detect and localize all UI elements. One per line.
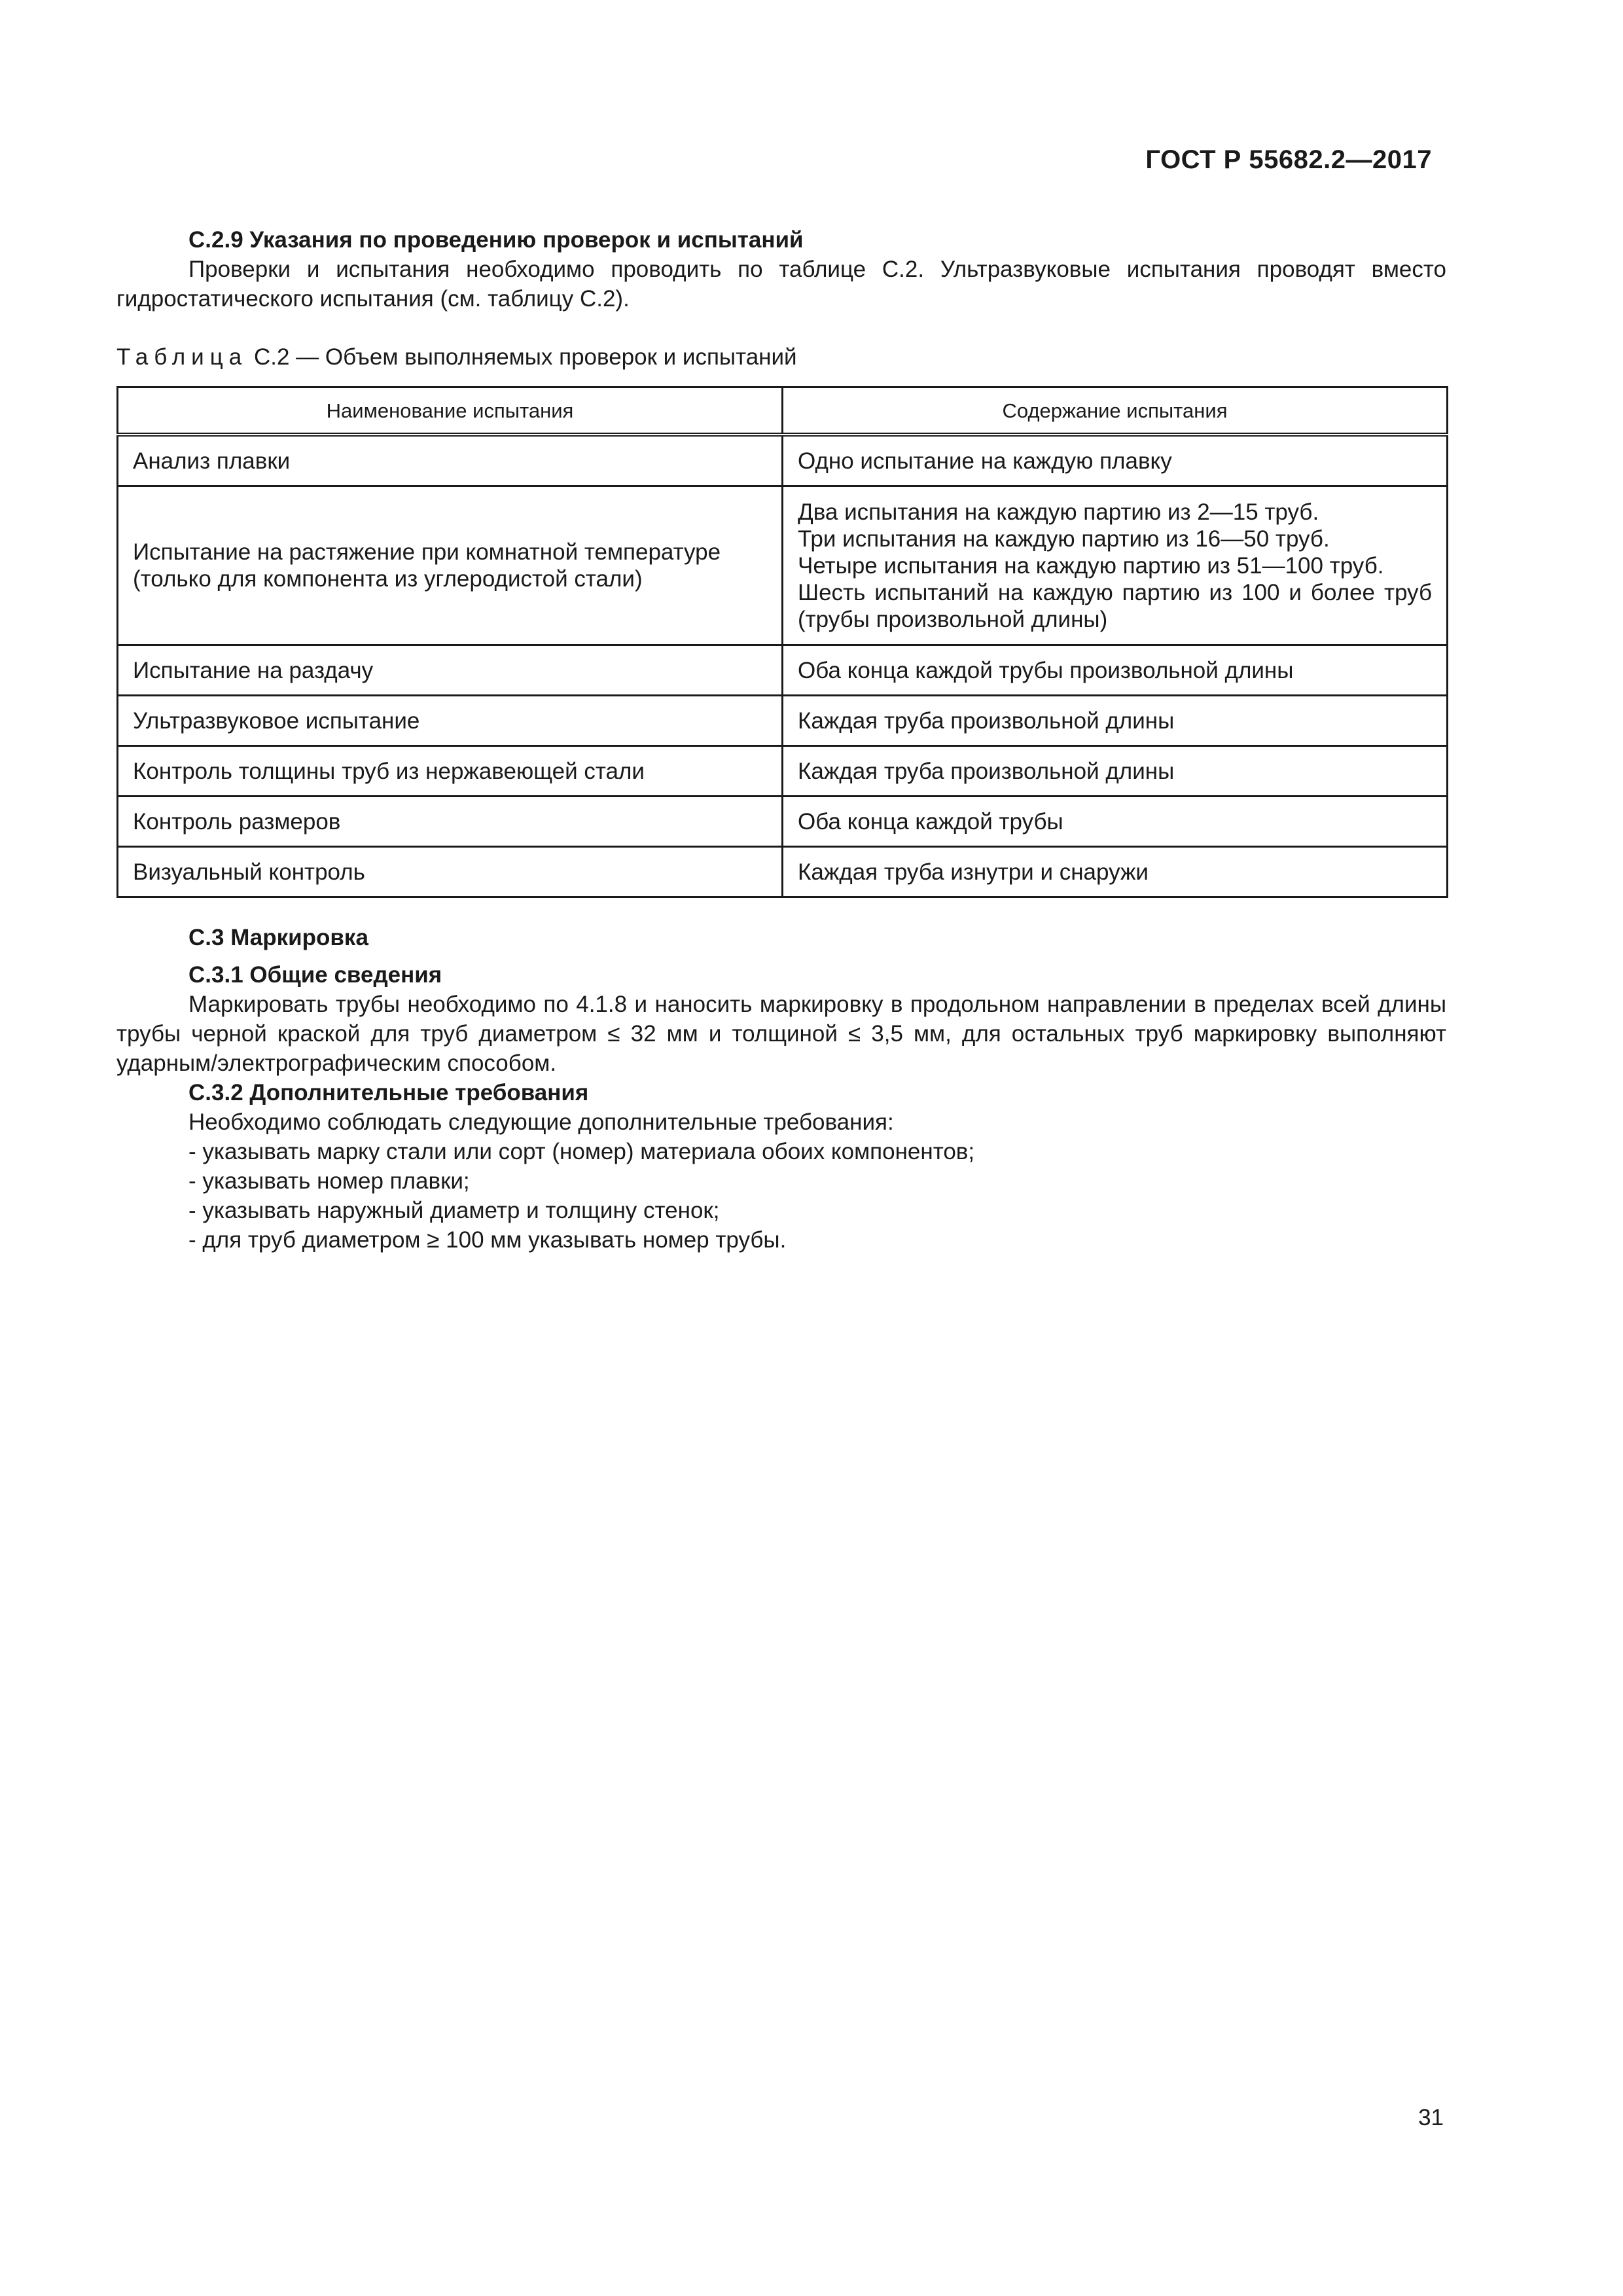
table-caption	[116, 342, 1446, 372]
section-c29-paragraph: Проверки и испытания необходимо проводить по таблице С.2. Ультразвуковые испытания проводят вместо гидростатического испытания (см. таблицу С.2).	[116, 257, 1446, 312]
list-item: - указывать наружный диаметр и толщину стенок;	[188, 1198, 720, 1223]
content-line: Четыре испытания на каждую партию из 51—100 труб.	[798, 552, 1384, 579]
page-number: 31	[1418, 2105, 1444, 2130]
section-c3-heading: С.3 Маркировка	[188, 925, 368, 950]
test-name-cell: Контроль размеров	[118, 797, 783, 847]
tests-table	[116, 386, 1448, 898]
table-caption-label: Таблица	[116, 344, 248, 370]
section-c31-heading: С.3.1 Общие сведения	[188, 962, 442, 988]
test-name-cell: Анализ плавки	[118, 435, 783, 486]
table-header-row	[118, 387, 1448, 435]
list-item: - для труб диаметром ≥ 100 мм указывать номер трубы.	[188, 1227, 787, 1253]
table-row	[118, 486, 1448, 645]
content-line: Шесть испытаний на каждую партию из 100 и более труб (трубы произвольной длины)	[798, 579, 1432, 632]
test-content-cell: Оба конца каждой трубы произвольной длины	[783, 645, 1448, 696]
table-row	[118, 797, 1448, 847]
list-item: - указывать марку стали или сорт (номер) материала обоих компонентов;	[188, 1139, 975, 1164]
table-row	[118, 645, 1448, 696]
test-content-cell: Каждая труба произвольной длины	[783, 696, 1448, 746]
table-caption-text: С.2 — Объем выполняемых проверок и испытаний	[247, 344, 797, 370]
content-line: Три испытания на каждую партию из 16—50 труб.	[798, 526, 1330, 552]
section-c32-heading: С.3.2 Дополнительные требования	[188, 1080, 589, 1105]
table-row	[118, 746, 1448, 797]
test-content-cell: Каждая труба произвольной длины	[783, 746, 1448, 797]
test-content-cell: Каждая труба изнутри и снаружи	[783, 847, 1448, 897]
section-c29-heading: С.2.9 Указания по проведению проверок и испытаний	[188, 227, 804, 253]
table-row	[118, 696, 1448, 746]
test-name-cell: Испытание на раздачу	[118, 645, 783, 696]
requirements-list	[116, 1137, 1446, 1255]
list-item: - указывать номер плавки;	[188, 1168, 470, 1194]
test-name-cell: Контроль толщины труб из нержавеющей стали	[118, 746, 783, 797]
table-row	[118, 847, 1448, 897]
test-name-cell: Ультразвуковое испытание	[118, 696, 783, 746]
test-name-cell: Испытание на растяжение при комнатной температуре (только для компонента из углеродистой стали)	[118, 486, 783, 645]
page-content	[116, 225, 1446, 1255]
section-c32-intro: Необходимо соблюдать следующие дополнительные требования:	[188, 1109, 894, 1135]
column-header-content: Содержание испытания	[783, 387, 1448, 435]
test-content-cell	[783, 486, 1448, 645]
document-number: ГОСТ Р 55682.2—2017	[1145, 145, 1432, 174]
test-content-cell: Одно испытание на каждую плавку	[783, 435, 1448, 486]
test-content-cell: Оба конца каждой трубы	[783, 797, 1448, 847]
test-name-cell: Визуальный контроль	[118, 847, 783, 897]
table-row	[118, 435, 1448, 486]
content-line: Два испытания на каждую партию из 2—15 труб.	[798, 499, 1319, 525]
column-header-name: Наименование испытания	[118, 387, 783, 435]
section-c31-paragraph: Маркировать трубы необходимо по 4.1.8 и наносить маркировку в продольном направлении в пределах всей длины трубы черной краской для труб диаметром ≤ 32 мм и толщиной ≤ 3,5 мм, для остальных труб маркировку выполняют ударным/электрографическим способом.	[116, 992, 1446, 1076]
